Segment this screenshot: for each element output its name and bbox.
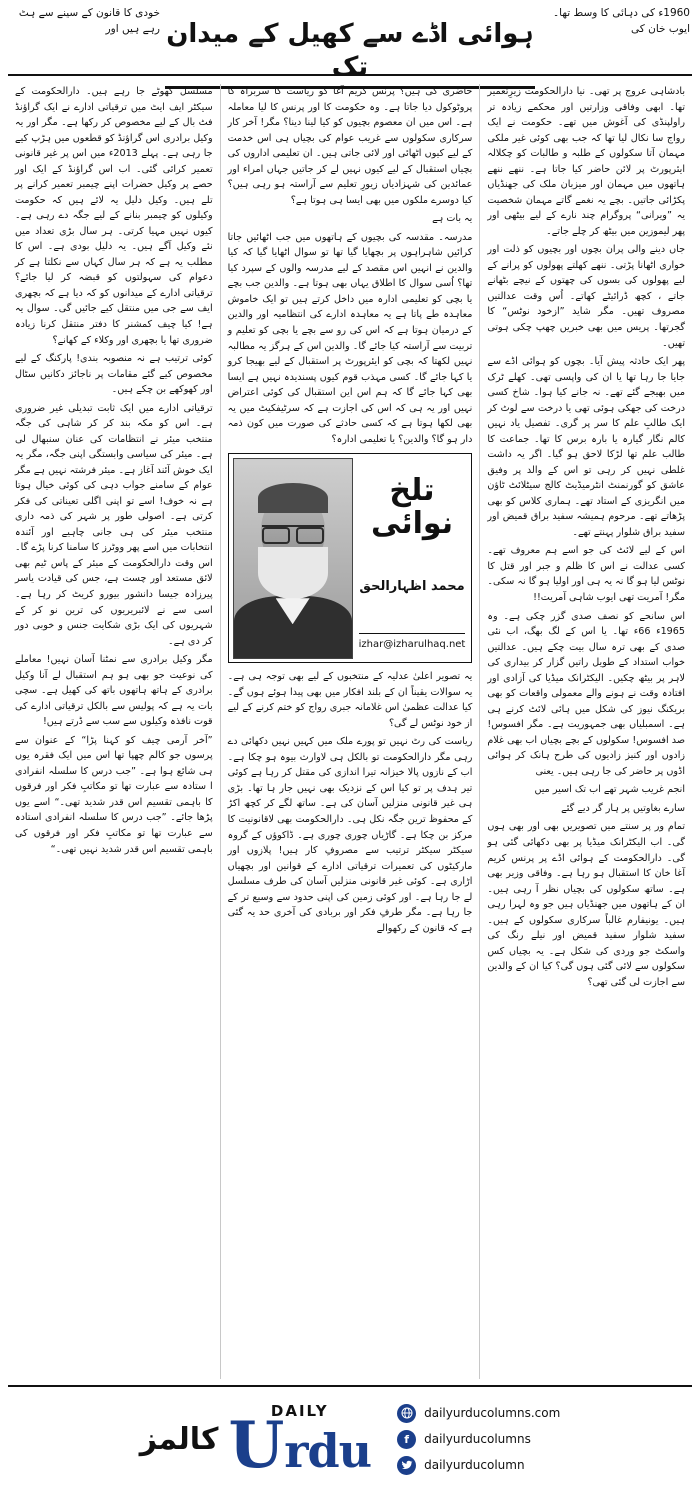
paragraph: حاضری کی ہیں؟ پرنس کریم آغا کو ریاست کا سربراہ کا پروٹوکول دیا جاتا ہے۔ وہ حکومت کا اور پرنس کا لیا معاملہ ہے۔ اس میں ان معصوم بچیوں کو کیا لینا دینا؟ مگر! آخر کار سرکاری سکولوں سے غریب عوام کی بچیاں ہی اس خدمت کے لیے کیوں اٹھائی اور لائی جاتی ہیں۔ ان تعلیمی اداروں کی بچیاں استقبال کے لیے کیوں نہیں لے کر جاتیں جہاں امراء اور عمائدین کی شہزادیاں زیورِ تعلیم سے آراستہ ہو رہی ہیں؟ کیا دوسرے ملکوں میں بھی ایسا ہی ہوتا ہے؟	[227, 86, 473, 206]
footer	[0, 1387, 700, 1491]
logo-daily-text: DAILY	[270, 1402, 329, 1420]
logo-urdu-script: کالمز	[139, 1421, 219, 1457]
article-column-3	[8, 84, 220, 1379]
social-row-website[interactable]	[397, 1404, 560, 1423]
author-byline-box	[228, 453, 473, 663]
site-logo[interactable]	[139, 1402, 372, 1483]
author-email: izhar@izharulhaq.net	[359, 633, 466, 653]
masthead	[0, 0, 700, 82]
author-photo-beard	[258, 547, 328, 599]
top-divider	[8, 74, 692, 76]
verse-line: انجم غریب شہر تھے اب تک اسیر میں	[534, 784, 685, 796]
paragraph: اس سانحے کو نصف صدی گزر چکی ہے۔ وہ 1965ء 66ء تھا۔ یا اس کے لگ بھگ، اب نئی صدی کے بھی ترہ سال بیت چکے ہیں۔ عدالتیں خواب استداد کے طویل راتیں گزار کر بیداری کی لاہر پر بیٹھ چکیں۔ الیکٹرانک میڈیا کی آزادی اور افتادہ وقت نے ہونے والے معمولی واقعات کو بھی بریکنگ نیوز کی شکل میں ہائی لائٹ کرنے ہی ہے۔ اسمبلیاں بھی جمہوریت ہے۔ مگر افسوس! صد افسوس! سکولوں کے بچے بچیاں اب بھی غلام زادوں اور کنیز زادیوں کی طرح ہانک کر ہوائی اڈوں پر حاضر کی جا رہی ہیں۔ یعنی	[487, 610, 685, 777]
verse-line: سارے بغاوتیں پر ہار گر دیے گئے	[561, 802, 685, 814]
kicker-left: خودی کا قانون کے سینے سے ہٹ رہے ہیں اور	[18, 7, 160, 35]
paragraph: جاں دینے والی پران بچوں اور بچیوں کو ذلت اور خواری اٹھانا پڑتی۔ ننھے کھلتے پھولوں کو پرانے کے لیے پھولوں کی بسوں کی چھتوں کے نیچے بٹھانے جاتے ، کچھ ڈرائیٹے کھاتے۔ اُس وقت عدالتیں مصروف تھیں۔ مگر شاید ”ازخود نوٹس“ کا گجرتھا۔ پریس میں بھی خبریں چھپ چکی ہوتی تھیں۔	[487, 244, 685, 349]
social-row-facebook[interactable]	[397, 1430, 560, 1449]
paragraph: مگر وکیل برادری سے نمٹنا آسان نہیں! معاملے کی نوعیت جو بھی ہو ہم استقبال لے آنا وکیل برادری کے ہاتھ ہاتھوں باتھ کی کھیل ہے۔ سچی بات یہ ہے کہ پولیس سے بالکل ترقیاتی ادارے کی قوت نافذہ وکیلوں سے سب سے ڈرتے ہیں!	[14, 654, 213, 728]
logo-rdu-text: rdu	[284, 1424, 372, 1478]
author-name: محمد اظہارالحق	[359, 579, 465, 595]
paragraph: ترقیاتی ادارے میں ایک ثابت تبدیلی غیر ضروری ہے۔ اس کو مکہ بند کر کر شاہی کی جگہ منتخب میئر نے انتظامات کی عنان سنبھال لی ہے۔ میئر کی سیاسی وابستگی اپنی جگہ، مگر یہ ایک خوش آئند آغاز ہے۔ میئر فرشتہ نہیں ہے مگر عوام کے سامنے جواب دہی کی کوئی خیال ہوتا ہے نہ خوف! اسے تو اپنی اگلی تعیناتی کی فکر کرتی ہے۔ اصولی طور پر شہر کی ذمہ داری منتخب میئر کی ہی جانی چاہیے اور آئندہ انتخابات میں اسے پھر ووٹرز کا سامنا کرنا پڑے گا۔ اس وقت دارالحکومت کے میئر کے پاس ٹیم بھی لائق مستعد اور چست ہے، جس کی قیادت یاسر پیرزادہ جیسا دانشور بیورو کریٹ کر رہا ہے۔ اسی سے نے لائبریریوں کی ترین نو کر کے شہریوں کی ایک بڑی شکایت جنس و خوبی دور کر دی ہے۔	[14, 402, 213, 647]
paragraph: بادشاہی عروج پر تھی۔ نیا دارالحکومت زیرِتعمیر تھا۔ ابھی وفاقی وزارتیں اور محکمے زیادہ تر راولپنڈی کی آغوش میں تھے۔ حکومت نے ایک رواج سا نکال لیا تھا کہ جب بھی کوئی غیر ملکی مہمان آتا سکولوں کے طلبہ و طالبات کو چکلالہ ایئرپورٹ پر لائن حاضر کیا جاتا ہے۔ ننھے ننھے ہاتھوں میں مہمان اور میزبان ملک کی جھنڈیاں پکڑائی جاتیں۔ بچے یہ نغمے گاتے مہمان شخصیت یہ ”ویرانی“ پروگرام چند نارے کے لیے بیٹھی اور پھر لیموزین میں بیٹھ کر چلے جاتے۔	[487, 86, 685, 237]
author-meta	[357, 458, 468, 659]
paragraph: مدرسہ۔ مقدسہ کی بچیوں کے ہاتھوں میں جب اٹھائیں جاتا کرائیں شاہراہوں پر بچھایا گیا تھا تو سوال اٹھایا گیا کہ کیا والدین نے انہیں اس مقصد کے لیے مدرسہ والوں کے سپرد کیا تھا؟ اُسی سوال کا اطلاق یہاں بھی ہوتا ہے۔ والدین جب بچے یا بچی کو تعلیمی ادارہ میں داخل کرتے ہیں تو ایک خاموش معاہدہ طے پاتا ہے یہ معاہدہ ادارے کی انتظامیہ اور والدین کے درمیان ہوتا ہے کہ اس کی رو سے بچے یا بچی کو تعلیم و تربیت سے آراستہ کیا جائے گا۔ والدین اس کے ہرگز یہ مطالبہ نہیں لکھتا کہ بچی کو ایئرپورٹ پر استقبال کے لیے بھیجا کرو یا کہا جائے گا۔ کسی مہذب قوم کیوں پسندیدہ نہیں ہے ایسا بھی کہا جائے گا کہ ہم اس این استقبال کی کوئی اعتراض نہیں اور یہ ہی کہ اس کی اجازت ہے کہ سرٹیفکیٹ میں یہ بھی لکھا ہوتا ہے کہ کسی حادثے کی صورت میں کون ذمہ دار ہو گا؟ والدین؟ یا تعلیمی ادارہ؟	[227, 231, 473, 445]
paragraph: اس کے لیے لائٹ کی جو اسے ہم معروف تھے۔ کسی عدالت نے اس کا ظلم و جبر اور قتل کا نوٹس لیا ہو گا نہ یہ ہی اور اولیا ہو گا نہ سکی۔ مگر! آمریت تھی ایوب شاہی آمریت!!	[487, 545, 685, 603]
social-links	[397, 1404, 560, 1475]
column-title: تلخ نوائی	[371, 473, 453, 542]
paragraph: کوئی ترتیب ہے نہ منصوبہ بندی! پارکنگ کے لیے مخصوص کیے گئے مقامات پر ناجائز دکانیں سٹال اور کھوکھے بن چکے ہیں۔	[14, 353, 213, 396]
twitter-handle: dailyurducolumn	[424, 1458, 525, 1472]
kicker-right: 1960ء کی دہائی کا وسط تھا۔ ایوب خان کی	[553, 7, 690, 35]
glasses-icon	[262, 525, 324, 541]
twitter-icon	[397, 1456, 416, 1475]
paragraph: ”آخر آرمی چیف کو کہنا پڑا“ کے عنوان سے پرسوں جو کالم چھپا تھا اس میں ایک فقرہ یوں ہی شائع ہوا ہے۔ ”جب درس کا سلسلہ انفرادی ا ستادہ سے عبارت تھا تو مکاتبِ فکر اور فرقوں کا باہمی تقسیم اس قدر شدید تھی۔“ اسے یوں پڑھا جائے۔ ”جب درس کا سلسلہ انفرادی استادہ سے عبارت تھا تو مکاتبِ فکر اور فرقوں کی باہمی تقسیم اس قدر شدید نہیں تھی۔“	[14, 734, 213, 855]
headline-wrapper	[165, 18, 535, 89]
article-columns	[8, 84, 692, 1379]
globe-icon	[397, 1404, 416, 1423]
author-photo-hair	[258, 483, 328, 513]
paragraph: یہ تصویر اعلیٰ عدلیہ کے منتخبوں کے لیے بھی توجہ ہی ہے۔ یہ سوالات یقیناً ان کے بلند افکار میں بھی پیدا ہوئے ہوں گے۔ کیا عدالت عظمیٰ اس غلامانہ جبری رواج کو ختم کرنے کے لیے از خود نوٹس لے گی؟	[227, 671, 473, 729]
paragraph: تمام ور پر سنتے میں تصویریں بھی اور بھی ہوں گی۔ اب الیکٹرانک میڈیا پر بھی دکھائی گئی ہو گی۔ دارالحکومت کے ہوائی اڈے پر پرنس کریم آغا خان کا استقبال ہو رہا ہے۔ وفاقی وزیر بھی ہے۔ ساتھ سکولوں کی بچیاں نظر آ رہی ہیں۔ ان کے ہاتھوں میں جھنڈیاں ہیں جو وہ لہرا رہی ہیں۔ یونیفارم غالباً سرکاری سکولوں کے ہیں۔ سفید شلوار سفید قمیض اور نیلے رنگ کی واسکٹ جو وردی کی شکل ہے۔ یہ بچیاں کس سکولوں سے لائی گئی ہوں گی؟ کیا ان کے والدین سے اجازت لی گئی تھی؟	[487, 821, 685, 988]
facebook-handle: dailyurducolumns	[424, 1432, 531, 1446]
paragraph: ریاست کی رٹ نہیں تو پورے ملک میں کہیں نہیں دکھائی دے رہی مگر دارالحکومت تو بالکل ہی لاوارث بیوہ ہو چکا ہے۔ اب کے نازوں پالا خیزانہ تیرا اندازی کی مقتل کر رہا ہے کوئی تیر ہدف پر تو کیا اس کے نزدیک بھی نہیں جار ہا تھا۔ بڑی ہی غیر قانونی منزلیں آسان کی ہے۔ ساتھ لگے کر کچھ اکڑ کے محفوظ ترین جگہ نکل ہی۔ دارالحکومت بھی لاقانونیت کا مرکز بن چکا ہے۔ گاڑیاں چوری چوری ہے۔ ڈاکوؤں کے گروہ سیکٹر سیکٹر ترتیب سے مصروفِ کار ہیں! پلازوں اور مارکیٹوں کی تعمیرات ترقیاتی ادارے کے قوانین اور بچھیاں اڑاری ہے۔ کوئی غیر قانونی منزلیں آسان کی طرف مسلسل لے جا رہا ہے۔ اور کوئی زمین کی اپنی حدود سے وسیع تر کے جا رہا ہے۔ مگر طرفِ فکر اور بربادی کی آخری حد یہ گئی ہے کہ قانون کے رکھوالے	[227, 736, 473, 934]
author-photo	[233, 458, 353, 659]
logo-wordmark	[228, 1402, 372, 1483]
paragraph: پھر ایک حادثہ پیش آیا۔ بچوں کو ہوائی اڈے سے جایا جا رہا تھا یا ان کی واپسی تھی۔ کھلے ٹرک میں بھیجے گئے تھے۔ نہ جانے کیا ہوا۔ شاخ کسی درخت کی جھکی ہوئی تھی یا درخت سے لوٹ کر ایک طالبِ علم کا سر پر گری۔ تفصیل یاد نہیں کالم نگار گیارہ یا بارہ برس کا تھا۔ جماعت کا طالب علم تھا لڑکا لاحق ہو گیا۔ اگر یہ داشت غلطی نہیں کر رہی تو اس کے والد پر وفیق عاشق کو گورنمنٹ انٹرمیڈیٹ کالج سیٹلائٹ ٹاؤن میں انگریزی کے استاد تھے۔ ہماری کلاس کو بھی پڑھاتے تھے۔ مرحوم ہمیشہ سفید براق قمیض اور سفید براق شلوار پہنتے تھے۔	[487, 356, 685, 538]
paragraph: یہ بات ہے	[432, 213, 473, 225]
website-url: dailyurducolumns.com	[424, 1406, 561, 1420]
paragraph: مسلسل کھوٹے جا رہے ہیں۔ دارالحکومت کے سیکٹر ایف ایٹ میں ترقیاتی ادارے نے ایک گراؤنڈ فٹ بال کے لیے مخصوص کر رکھا ہے۔ مگر اور یہ وکیل برادری اس گراؤنڈ کو قطعوں میں ہڑپ کیے جا رہی ہے۔ پہلے 2013ء میں اس پر غیر قانونی تعمیر کرائی گئی۔ اب اس گراؤنڈ کے ایک اور حصے پر وکیل حضرات اپنے چیمبر تعمیر کرانے پر تلے ہیں۔ وکیل دلیل یہ لائے ہیں کہ حکومت وکیلوں کو چیمبر بنانے کے لیے جگہ دے رہی ہے۔ کیوں نہیں مہیا کرتی۔ ہر سال بڑی تعداد میں نئے وکیل آگے ہیں۔ یہ دلیل بودی ہے۔ اس کا مطلب یہ ہے کہ ہر سال کہاں سے نکلتا ہے کر دعوام کی سہولتوں کو قبضہ کر لیا جائے؟ ترقیاتی ادارے کے میدانوں کو کہ دیا ہے کہ بچھری ایف سے جی میں منتقل کیے جائیں گی۔ سوال یہ ہے! کیا چیف کمشنر کا دفتر منتقل کرنا زیادہ ضروری تھا یا بچھری اور وکلاء کے کھانے؟	[14, 86, 213, 346]
article-column-2	[220, 84, 480, 1379]
article-column-1	[479, 84, 692, 1379]
facebook-icon: f	[397, 1430, 416, 1449]
logo-u-letter: U	[228, 1408, 285, 1483]
page-title: ہوائی اڈے سے کھیل کے میدان تک	[165, 18, 535, 89]
social-row-twitter[interactable]	[397, 1456, 560, 1475]
